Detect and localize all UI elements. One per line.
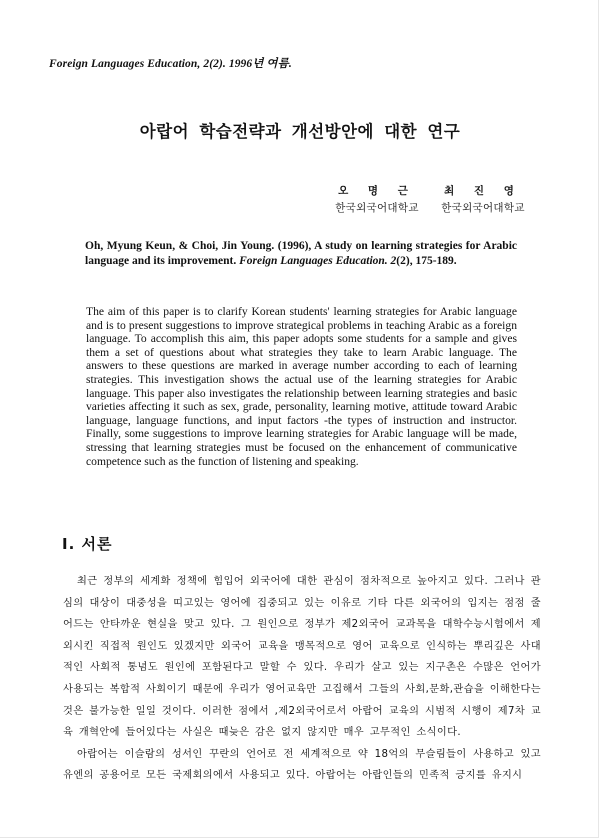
citation-journal: Foreign Languages Education. 2 xyxy=(239,254,397,267)
body-paragraph: 아랍어는 이슬람의 성서인 꾸란의 언어로 전 세계적으로 약 18억의 무슬림들이 사용하고 있고 유엔의 공용어로 모든 국제회의에서 사용되고 있다. 아랍어는 아랍인들의 민족적 긍지를 유지시 xyxy=(63,748,541,782)
author-name: 최 진 영 xyxy=(444,185,522,197)
running-head: Foreign Languages Education, 2(2). 1996년 여름. xyxy=(49,58,292,70)
author-affiliation: 한국외국어대학교 xyxy=(335,202,419,214)
author-1 xyxy=(322,183,432,215)
author-name: 오 명 근 xyxy=(338,185,416,197)
citation xyxy=(85,239,517,268)
section-heading: Ⅰ. 서론 xyxy=(62,535,113,553)
citation-pages: (2), 175-189. xyxy=(396,254,457,267)
author-2 xyxy=(428,183,538,215)
body-paragraph: 최근 정부의 세계화 정책에 힘입어 외국어에 대한 관심이 점차적으로 높아지고 있다. 그러나 관심의 대상이 대중성을 띠고있는 영어에 집중되고 있는 이유로 기타 다른 외국어의 입지는 점점 줄어드는 안타까운 현실을 맞고 있다. 그 원인으로 정부가 제2외국어 교과목을 대학수능시험에서 제외시킨 직접적 원인도 있겠지만 외국어 교육을 맹목적으로 영어 교육으로 인식하는 뿌리깊은 사대적인 사회적 통념도 원인에 포함된다고 말할 수 있다. 우리가 살고 있는 지구촌은 수많은 언어가 사용되는 복합적 사회이기 때문에 우리가 영어교육만 고집해서 그들의 사회,문화,관습을 이해한다는 것은 불가능한 일일 것이다. 이러한 점에서 ,제2외국어로서 아랍어 교육의 시범적 시행이 제7차 교육 개혁안에 들어있다는 사실은 때늦은 감은 없지 않지만 매우 고무적인 소식이다. xyxy=(63,576,541,739)
author-block xyxy=(0,183,600,223)
abstract: The aim of this paper is to clarify Korean students' learning strategies for Arabic language and is to present suggestions to improve strategical problems in teaching Arabic as a foreign language. To accomplish this aim, this paper adopts some students for a sample and gives them a set of questions about what strategies they take to learn Arabic language. The answers to these questions are marked in average number according to each of learning strategies. This investigation shows the actual use of the learning strategies for Arabic language. This paper also investigates the relationship between learning strategies and basic varieties affecting it such as sex, grade, personality, learning motive, attitude toward Arabic language, language functions, and input factors -the types of instruction and instructor. Finally, some suggestions to improve learning strategies for Arabic language will be made, stressing that learning strategies must be focused on the enhancement of communicative competence such as the function of listening and speaking. xyxy=(86,305,517,468)
paper-title: 아랍어 학습전략과 개선방안에 대한 연구 xyxy=(139,122,461,141)
citation-text: Oh, Myung Keun, & Choi, Jin Young. (1996), A study on learning strategies for Arabic language and its improvement. xyxy=(85,240,517,267)
section-body xyxy=(63,571,541,787)
author-affiliation: 한국외국어대학교 xyxy=(441,202,525,214)
